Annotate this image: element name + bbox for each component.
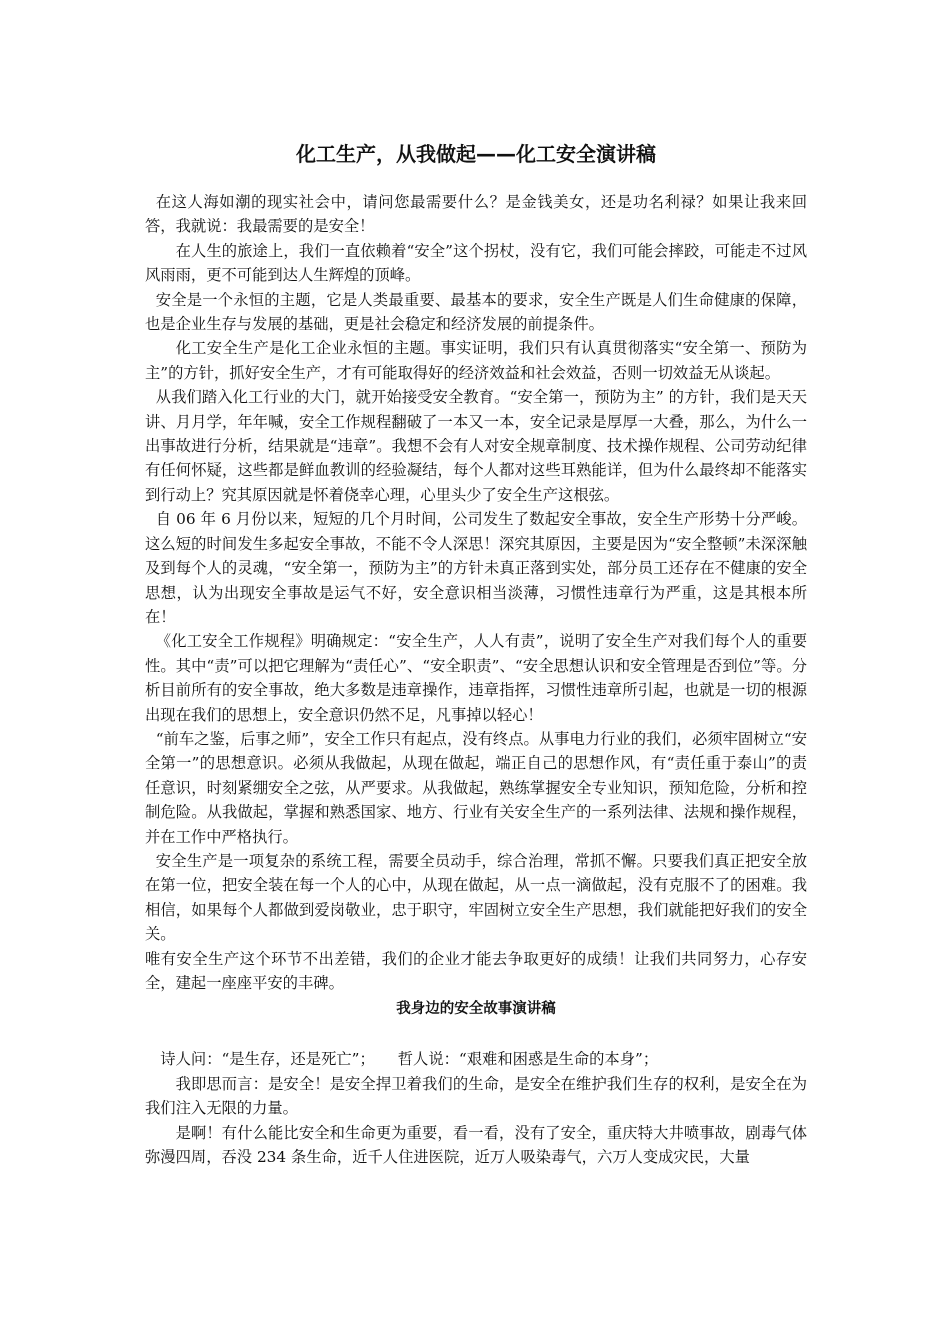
document-body: [145, 140, 807, 1169]
page-title: 化工生产，从我做起——化工安全演讲稿: [296, 142, 656, 166]
paragraph: 自 06 年 6 月份以来，短短的几个月时间，公司发生了数起安全事故，安全生产形势十分严峻。这么短的时间发生多起安全事故，不能不令人深思！深究其原因，主要是因为“安全整顿”未深深触及到每个人的灵魂，“安全第一，预防为主”的方针未真正落到实处，部分员工还存在不健康的安全思想，认为出现安全事故是运气不好，安全意识相当淡薄，习惯性违章行为严重，这是其根本所在！: [145, 510, 807, 626]
paragraph: 我即思而言：是安全！是安全捍卫着我们的生命，是安全在维护我们生存的权利，是安全在为我们注入无限的力量。: [145, 1074, 807, 1118]
paragraph: 是啊！有什么能比安全和生命更为重要，看一看，没有了安全，重庆特大井喷事故，剧毒气体弥漫四周，吞没 234 条生命，近千人住进医院，近万人吸染毒气，六万人变成灾民，大量: [145, 1123, 807, 1167]
paragraph: 从我们踏入化工行业的大门，就开始接受安全教育。“安全第一，预防为主” 的方针，我们是天天讲、月月学，年年喊，安全工作规程翻破了一本又一本，安全记录是厚厚一大叠，那么，为什么一出事故进行分析，结果就是“违章”。我想不会有人对安全规章制度、技术操作规程、公司劳动纪律有任何怀疑，这些都是鲜血教训的经验凝结，每个人都对这些耳熟能详，但为什么最终却不能落实到行动上？究其原因就是怀着侥幸心理，心里头少了安全生产这根弦。: [145, 388, 807, 504]
paragraph: 《化工安全工作规程》明确规定：“安全生产，人人有责”，说明了安全生产对我们每个人的重要性。其中“责”可以把它理解为“责任心”、“安全职责”、“安全思想认识和安全管理是否到位”等。分析目前所有的安全事故，绝大多数是违章操作，违章指挥，习惯性违章所引起，也就是一切的根源出现在我们的思想上，安全意识仍然不足，凡事掉以轻心！: [145, 632, 807, 724]
paragraph: 唯有安全生产这个环节不出差错，我们的企业才能去争取更好的成绩！让我们共同努力，心存安全，建起一座座平安的丰碑。: [145, 949, 807, 992]
paragraph: 在人生的旅途上，我们一直依赖着“安全”这个拐杖，没有它，我们可能会摔跤，可能走不过风风雨雨，更不可能到达人生辉煌的顶峰。: [145, 241, 807, 285]
paragraph: 诗人问：“是生存，还是死亡”； 哲人说：“艰难和困惑是生命的本身”；: [160, 1050, 659, 1069]
section-title: 我身边的安全故事演讲稿: [396, 1001, 556, 1018]
paragraph: 在这人海如潮的现实社会中，请问您最需要什么？是金钱美女，还是功名利禄？如果让我来回答，我就说：我最需要的是安全！: [145, 193, 807, 236]
paragraph: 化工安全生产是化工企业永恒的主题。事实证明，我们只有认真贯彻落实“安全第一、预防为主”的方针，抓好安全生产，才有可能取得好的经济效益和社会效益，否则一切效益无从谈起。: [145, 339, 807, 382]
paragraph: 安全是一个永恒的主题，它是人类最重要、最基本的要求，安全生产既是人们生命健康的保障，也是企业生存与发展的基础，更是社会稳定和经济发展的前提条件。: [145, 290, 807, 334]
paragraph: “前车之鉴，后事之师”，安全工作只有起点，没有终点。从事电力行业的我们，必须牢固树立“安全第一”的思想意识。必须从我做起，从现在做起，端正自己的思想作风，有“责任重于泰山”的责任意识，时刻紧绷安全之弦，从严要求。从我做起，熟练掌握安全专业知识，预知危险，分析和控制危险。从我做起，掌握和熟悉国家、地方、行业有关安全生产的一系列法律、法规和操作规程，并在工作中严格执行。: [145, 729, 807, 846]
paragraph: 安全生产是一项复杂的系统工程，需要全员动手，综合治理，常抓不懈。只要我们真正把安全放在第一位，把安全装在每一个人的心中，从现在做起，从一点一滴做起，没有克服不了的困难。我相信，如果每个人都做到爱岗敬业，忠于职守，牢固树立安全生产思想，我们就能把好我们的安全关。: [145, 851, 807, 944]
